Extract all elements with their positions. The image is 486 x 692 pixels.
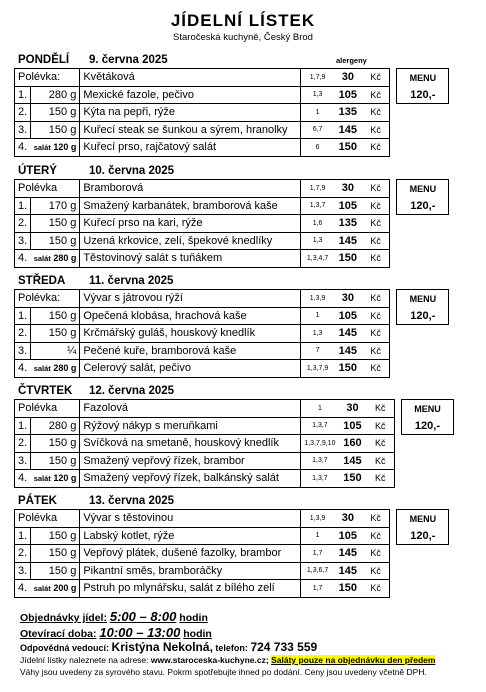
spacer <box>390 104 397 122</box>
dish-price: 105 <box>334 527 362 545</box>
dish-number: 1. <box>15 197 31 215</box>
soup-name: Fazolová <box>80 400 301 418</box>
soup-allergens: 1 <box>301 400 339 418</box>
dish-price: 135 <box>334 104 362 122</box>
dish-number: 2. <box>15 215 31 233</box>
dish-row <box>15 104 449 122</box>
dish-row <box>15 417 454 435</box>
day-date: 13. června 2025 <box>89 495 175 507</box>
dish-currency: Kč <box>362 562 390 580</box>
spacer <box>390 232 397 250</box>
salad-weight: 120 g <box>53 142 77 153</box>
spacer <box>397 232 449 250</box>
menu-label: MENU <box>397 290 449 308</box>
spacer <box>390 250 397 268</box>
soup-allergens: 1,3,9 <box>301 290 334 308</box>
dish-quantity: 150 g <box>31 325 80 343</box>
spacer <box>390 545 397 563</box>
dish-currency: Kč <box>362 104 390 122</box>
dish-number: 1. <box>15 307 31 325</box>
soup-name: Květáková <box>80 69 301 87</box>
salad-quantity <box>31 470 80 488</box>
dish-currency: Kč <box>366 452 394 470</box>
dish-row <box>15 545 449 563</box>
dish-quantity: 170 g <box>31 197 80 215</box>
dish-price: 160 <box>338 435 366 453</box>
menu-label: MENU <box>397 180 449 198</box>
dish-quantity: 150 g <box>31 562 80 580</box>
soup-name: Vývar s játrovou rýží <box>80 290 301 308</box>
day-menu-table <box>14 179 449 268</box>
spacer <box>397 139 449 157</box>
dish-price: 145 <box>334 121 362 139</box>
salad-quantity <box>31 139 80 157</box>
allergens-header: alergeny <box>336 56 367 65</box>
dish-price: 105 <box>334 307 362 325</box>
salad-currency: Kč <box>362 360 390 378</box>
spacer <box>397 104 449 122</box>
spacer <box>390 307 397 325</box>
dish-allergens: 1,3 <box>301 325 334 343</box>
dish-name: Labský kotlet, rýže <box>80 527 301 545</box>
dish-quantity: 150 g <box>31 307 80 325</box>
spacer <box>397 562 449 580</box>
menu-price: 120,- <box>397 307 449 325</box>
web-url[interactable]: www.staroceska-kuchyne.cz; <box>150 655 269 665</box>
day-name: ČTVRTEK <box>18 385 73 397</box>
dish-allergens: 6,7 <box>301 121 334 139</box>
spacer <box>390 139 397 157</box>
hours-unit: hodin <box>183 628 212 640</box>
dish-price: 145 <box>334 232 362 250</box>
spacer <box>397 580 449 598</box>
salad-price: 150 <box>334 250 362 268</box>
dish-number: 1. <box>15 527 31 545</box>
dish-number: 3. <box>15 232 31 250</box>
orders-time: 5:00 – 8:00 <box>109 609 177 624</box>
dish-allergens: 1,3,6,7 <box>301 562 334 580</box>
dish-name: Kuřecí prso na kari, rýže <box>80 215 301 233</box>
spacer <box>397 545 449 563</box>
dish-currency: Kč <box>362 307 390 325</box>
salad-name: Pstruh po mlynářsku, salát z bílého zelí <box>80 580 301 598</box>
dish-allergens: 1,7 <box>301 545 334 563</box>
salad-currency: Kč <box>362 139 390 157</box>
dish-name: Krčmářský guláš, houskový knedlík <box>80 325 301 343</box>
soup-label: Polévka <box>15 510 80 528</box>
dish-name: Rýžový nákyp s meruňkami <box>80 417 301 435</box>
dish-currency: Kč <box>362 121 390 139</box>
weights-note: Váhy jsou uvedeny za syrového stavu. Pokrm spotřebujte ihned po dodání. Ceny jsou uvedeny včetně DPH. <box>20 667 427 677</box>
soup-label: Polévka <box>15 400 80 418</box>
dish-price: 145 <box>334 342 362 360</box>
dish-name: Vepřový plátek, dušené fazolky, brambor <box>80 545 301 563</box>
dish-price: 105 <box>338 417 366 435</box>
dish-name: Opečená klobása, hrachová kaše <box>80 307 301 325</box>
day-date: 10. června 2025 <box>89 165 175 177</box>
salad-currency: Kč <box>366 470 394 488</box>
spacer <box>390 562 397 580</box>
soup-currency: Kč <box>366 400 394 418</box>
soup-name: Bramborová <box>80 180 301 198</box>
dish-allergens: 1,3 <box>301 86 334 104</box>
dish-number: 3. <box>15 121 31 139</box>
day-name: PÁTEK <box>18 495 57 507</box>
menu-title: JÍDELNÍ LÍSTEK <box>170 11 316 30</box>
salad-number: 4. <box>15 360 31 378</box>
salad-number: 4. <box>15 580 31 598</box>
spacer <box>390 121 397 139</box>
spacer <box>390 180 397 198</box>
spacer <box>397 215 449 233</box>
soup-label: Polévka: <box>15 69 80 87</box>
soup-price: 30 <box>334 180 362 198</box>
dish-number: 2. <box>15 325 31 343</box>
spacer <box>394 470 401 488</box>
salad-name: Těstovinový salát s tuňákem <box>80 250 301 268</box>
orders-line <box>20 609 208 624</box>
soup-currency: Kč <box>362 510 390 528</box>
spacer <box>394 400 401 418</box>
dish-price: 135 <box>334 215 362 233</box>
dish-currency: Kč <box>362 545 390 563</box>
dish-number: 1. <box>15 86 31 104</box>
spacer <box>401 470 453 488</box>
dish-allergens: 1,3,7 <box>301 417 339 435</box>
dish-currency: Kč <box>362 232 390 250</box>
dish-name: Uzená krkovice, zelí, špekové knedlíky <box>80 232 301 250</box>
menu-price: 120,- <box>397 527 449 545</box>
dish-quantity: 280 g <box>31 417 80 435</box>
salad-allergens: 6 <box>301 139 334 157</box>
phone-number: 724 733 559 <box>250 640 318 654</box>
hours-line <box>20 625 212 640</box>
dish-price: 145 <box>338 452 366 470</box>
spacer <box>394 417 401 435</box>
salad-row <box>15 470 454 488</box>
soup-allergens: 1,3,9 <box>301 510 334 528</box>
hours-label: Otevírací doba: <box>20 628 97 640</box>
dish-row <box>15 562 449 580</box>
salad-quantity <box>31 250 80 268</box>
dish-name: Kuřecí steak se šunkou a sýrem, hranolky <box>80 121 301 139</box>
dish-row <box>15 307 449 325</box>
spacer <box>401 452 453 470</box>
phone-label: telefon: <box>215 643 248 653</box>
salad-currency: Kč <box>362 250 390 268</box>
dish-quantity: 150 g <box>31 104 80 122</box>
dish-row <box>15 232 449 250</box>
spacer <box>390 290 397 308</box>
soup-price: 30 <box>334 510 362 528</box>
responsible-label: Odpovědná vedoucí: <box>20 643 110 653</box>
dish-number: 2. <box>15 104 31 122</box>
day-date: 11. června 2025 <box>89 275 174 287</box>
spacer <box>390 69 397 87</box>
salad-quantity <box>31 360 80 378</box>
spacer <box>390 325 397 343</box>
dish-currency: Kč <box>366 417 394 435</box>
soup-row <box>15 69 449 87</box>
dish-currency: Kč <box>362 527 390 545</box>
menu-price: 120,- <box>397 197 449 215</box>
menu-price: 120,- <box>397 86 449 104</box>
dish-price: 105 <box>334 86 362 104</box>
dish-name: Mexické fazole, pečivo <box>80 86 301 104</box>
salad-price: 150 <box>338 470 366 488</box>
salad-allergens: 1,3,7,9 <box>301 360 334 378</box>
dish-quantity: 150 g <box>31 232 80 250</box>
dish-name: Pikantní směs, bramboráčky <box>80 562 301 580</box>
dish-allergens: 7 <box>301 342 334 360</box>
dish-allergens: 1 <box>301 307 334 325</box>
day-name: PONDĚLÍ <box>18 54 70 66</box>
dish-number: 1. <box>15 417 31 435</box>
salad-name: Kuřecí prso, rajčatový salát <box>80 139 301 157</box>
dish-quantity: 150 g <box>31 215 80 233</box>
dish-name: Kýta na pepři, rýže <box>80 104 301 122</box>
spacer <box>390 580 397 598</box>
dish-price: 145 <box>334 325 362 343</box>
salad-quantity <box>31 580 80 598</box>
soup-row <box>15 290 449 308</box>
day-menu-table <box>14 399 454 488</box>
salad-notice: Saláty pouze na objednávku den předem <box>271 655 436 665</box>
responsible-name: Kristýna Nekolná, <box>111 640 213 654</box>
dish-price: 105 <box>334 197 362 215</box>
spacer <box>397 342 449 360</box>
salad-row <box>15 360 449 378</box>
salad-currency: Kč <box>362 580 390 598</box>
web-line <box>20 655 435 665</box>
day-date: 12. června 2025 <box>89 385 175 397</box>
soup-allergens: 1,7,9 <box>301 180 334 198</box>
dish-name: Smažený vepřový řízek, brambor <box>80 452 301 470</box>
dish-row <box>15 86 449 104</box>
soup-name: Vývar s těstovinou <box>80 510 301 528</box>
spacer <box>390 510 397 528</box>
dish-quantity: ¼ <box>31 342 80 360</box>
salad-number: 4. <box>15 250 31 268</box>
dish-currency: Kč <box>362 215 390 233</box>
menu-label: MENU <box>397 510 449 528</box>
day-menu-table <box>14 68 449 157</box>
soup-currency: Kč <box>362 290 390 308</box>
menu-price: 120,- <box>401 417 453 435</box>
dish-quantity: 150 g <box>31 545 80 563</box>
dish-quantity: 280 g <box>31 86 80 104</box>
dish-name: Pečené kuře, bramborová kaše <box>80 342 301 360</box>
dish-price: 145 <box>334 562 362 580</box>
spacer <box>397 121 449 139</box>
salad-price: 150 <box>334 139 362 157</box>
soup-price: 30 <box>334 290 362 308</box>
soup-row <box>15 400 454 418</box>
spacer <box>390 360 397 378</box>
dish-row <box>15 527 449 545</box>
spacer <box>390 86 397 104</box>
spacer <box>397 250 449 268</box>
dish-allergens: 1,3,7 <box>301 197 334 215</box>
dish-number: 3. <box>15 342 31 360</box>
responsible-line <box>20 640 317 654</box>
spacer <box>397 325 449 343</box>
dish-currency: Kč <box>362 325 390 343</box>
dish-row <box>15 342 449 360</box>
dish-price: 145 <box>334 545 362 563</box>
spacer <box>390 527 397 545</box>
dish-allergens: 1 <box>301 527 334 545</box>
hours-time: 10:00 – 13:00 <box>99 625 181 640</box>
salad-allergens: 1,3,7 <box>301 470 339 488</box>
dish-name: Svíčková na smetaně, houskový knedlík <box>80 435 301 453</box>
dish-quantity: 150 g <box>31 527 80 545</box>
salad-allergens: 1,3,4,7 <box>301 250 334 268</box>
salad-prefix: salát <box>33 474 51 484</box>
salad-weight: 120 g <box>53 473 77 484</box>
salad-price: 150 <box>334 580 362 598</box>
soup-price: 30 <box>334 69 362 87</box>
dish-currency: Kč <box>366 435 394 453</box>
day-name: ÚTERÝ <box>18 165 57 177</box>
soup-currency: Kč <box>362 69 390 87</box>
soup-label: Polévka: <box>15 290 80 308</box>
orders-unit: hodin <box>179 612 208 624</box>
soup-currency: Kč <box>362 180 390 198</box>
salad-prefix: salát <box>33 254 51 264</box>
salad-price: 150 <box>334 360 362 378</box>
salad-weight: 280 g <box>53 253 77 264</box>
dish-quantity: 150 g <box>31 121 80 139</box>
salad-row <box>15 250 449 268</box>
salad-allergens: 1,7 <box>301 580 334 598</box>
dish-allergens: 1,3 <box>301 232 334 250</box>
dish-row <box>15 121 449 139</box>
dish-quantity: 150 g <box>31 435 80 453</box>
spacer <box>397 360 449 378</box>
salad-prefix: salát <box>33 584 51 594</box>
spacer <box>390 342 397 360</box>
salad-row <box>15 139 449 157</box>
dish-number: 3. <box>15 562 31 580</box>
salad-prefix: salát <box>33 143 51 153</box>
salad-number: 4. <box>15 139 31 157</box>
dish-row <box>15 325 449 343</box>
salad-name: Smažený vepřový řízek, balkánský salát <box>80 470 301 488</box>
menu-label: MENU <box>397 69 449 87</box>
dish-row <box>15 435 454 453</box>
day-menu-table <box>14 509 449 598</box>
salad-row <box>15 580 449 598</box>
soup-price: 30 <box>338 400 366 418</box>
dish-allergens: 1,6 <box>301 215 334 233</box>
spacer <box>394 435 401 453</box>
dish-allergens: 1 <box>301 104 334 122</box>
dish-currency: Kč <box>362 342 390 360</box>
dish-currency: Kč <box>362 197 390 215</box>
spacer <box>394 452 401 470</box>
spacer <box>390 197 397 215</box>
dish-quantity: 150 g <box>31 452 80 470</box>
spacer <box>401 435 453 453</box>
salad-weight: 200 g <box>53 583 77 594</box>
salad-weight: 280 g <box>53 363 77 374</box>
dish-name: Smažený karbanátek, bramborová kaše <box>80 197 301 215</box>
orders-label: Objednávky jídel: <box>20 612 107 624</box>
dish-row <box>15 452 454 470</box>
salad-name: Celerový salát, pečivo <box>80 360 301 378</box>
dish-allergens: 1,3,7 <box>301 452 339 470</box>
salad-prefix: salát <box>33 364 51 374</box>
soup-row <box>15 180 449 198</box>
dish-allergens: 1,3,7,9,10 <box>301 435 339 453</box>
day-menu-table <box>14 289 449 378</box>
soup-row <box>15 510 449 528</box>
day-date: 9. června 2025 <box>89 54 168 66</box>
dish-row <box>15 215 449 233</box>
dish-number: 3. <box>15 452 31 470</box>
salad-number: 4. <box>15 470 31 488</box>
web-text: Jídelní lístky naleznete na adrese: <box>20 655 149 665</box>
restaurant-subtitle: Staročeská kuchyně, Český Brod <box>173 32 313 43</box>
soup-allergens: 1,7,9 <box>301 69 334 87</box>
dish-row <box>15 197 449 215</box>
menu-label: MENU <box>401 400 453 418</box>
spacer <box>390 215 397 233</box>
dish-currency: Kč <box>362 86 390 104</box>
day-name: STŘEDA <box>18 275 66 287</box>
soup-label: Polévka <box>15 180 80 198</box>
dish-number: 2. <box>15 435 31 453</box>
dish-number: 2. <box>15 545 31 563</box>
